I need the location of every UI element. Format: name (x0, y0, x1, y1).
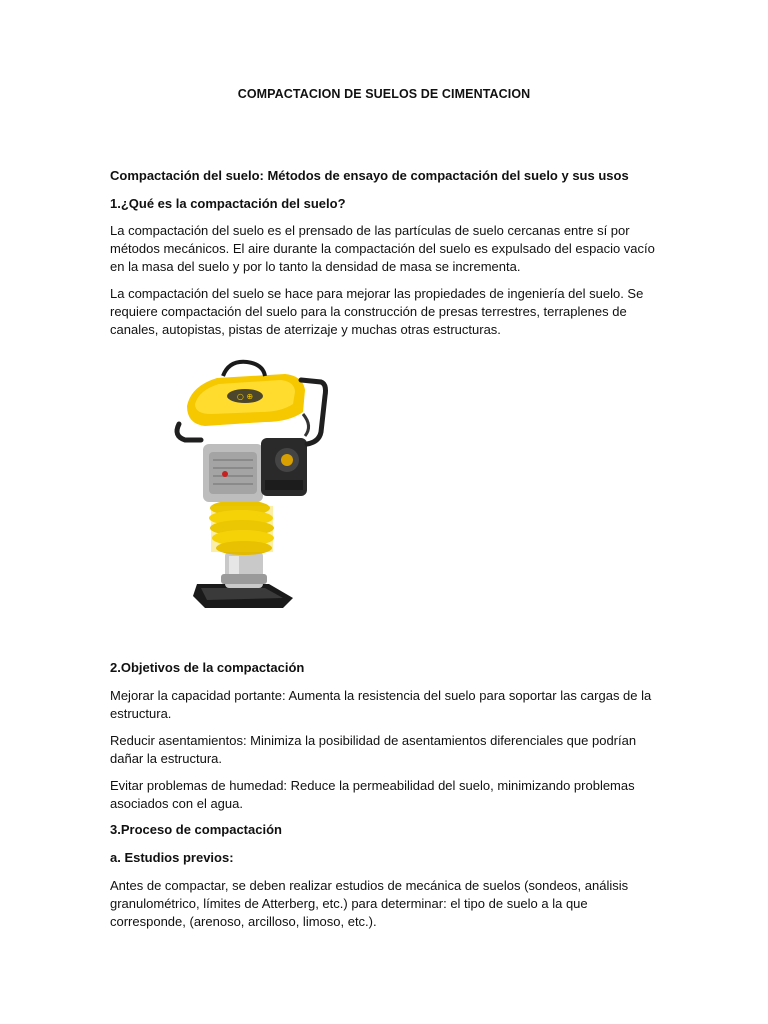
section1-heading: 1.¿Qué es la compactación del suelo? (110, 196, 346, 211)
tamping-rammer-image (165, 356, 335, 616)
svg-text:○ ⊕: ○ ⊕ (236, 392, 254, 401)
section3-paragraph-1: Antes de compactar, se deben realizar estudios de mecánica de suelos (sondeos, análisis granulométrico, límites de Atterberg, etc.) para determinar: el tipo de suelo a la que corresponde, (arenoso, arcilloso, limoso, etc.). (110, 878, 629, 929)
section2-paragraph-1: Mejorar la capacidad portante: Aumenta la resistencia del suelo para soportar las cargas de la estructura. (110, 688, 652, 721)
section1-paragraph-2: La compactación del suelo se hace para mejorar las propiedades de ingeniería del suelo. Se requiere compactación del suelo para la construcción de presas terrestres, terraplenes de canales, autopistas, pistas de aterrizaje y muchas otras estructuras. (110, 286, 644, 337)
carry-handle (223, 362, 265, 376)
guide-handle-left (177, 424, 201, 440)
yellow-bellows (209, 500, 274, 555)
section2-paragraph-2: Reducir asentamientos: Minimiza la posibilidad de asentamientos diferenciales que podrían dañar la estructura. (110, 733, 637, 766)
section3-subheading: a. Estudios previos: (110, 850, 234, 865)
document-title: COMPACTACION DE SUELOS DE CIMENTACION (237, 87, 531, 101)
document-subtitle: Compactación del suelo: Métodos de ensayo de compactación del suelo y sus usos (110, 168, 629, 183)
section1-paragraph-1: La compactación del suelo es el prensado de las partículas de suelo cercanas entre sí por métodos mecánicos. El aire durante la compactación del suelo es expulsado del espacio vacío en la masa del suelo y por lo tanto la densidad de masa se incrementa. (110, 223, 655, 274)
section2-paragraph-3: Evitar problemas de humedad: Reduce la permeabilidad del suelo, minimizando problemas asociados con el agua. (110, 778, 635, 811)
section2-heading: 2.Objetivos de la compactación (110, 660, 305, 675)
section3-heading: 3.Proceso de compactación (110, 822, 282, 837)
